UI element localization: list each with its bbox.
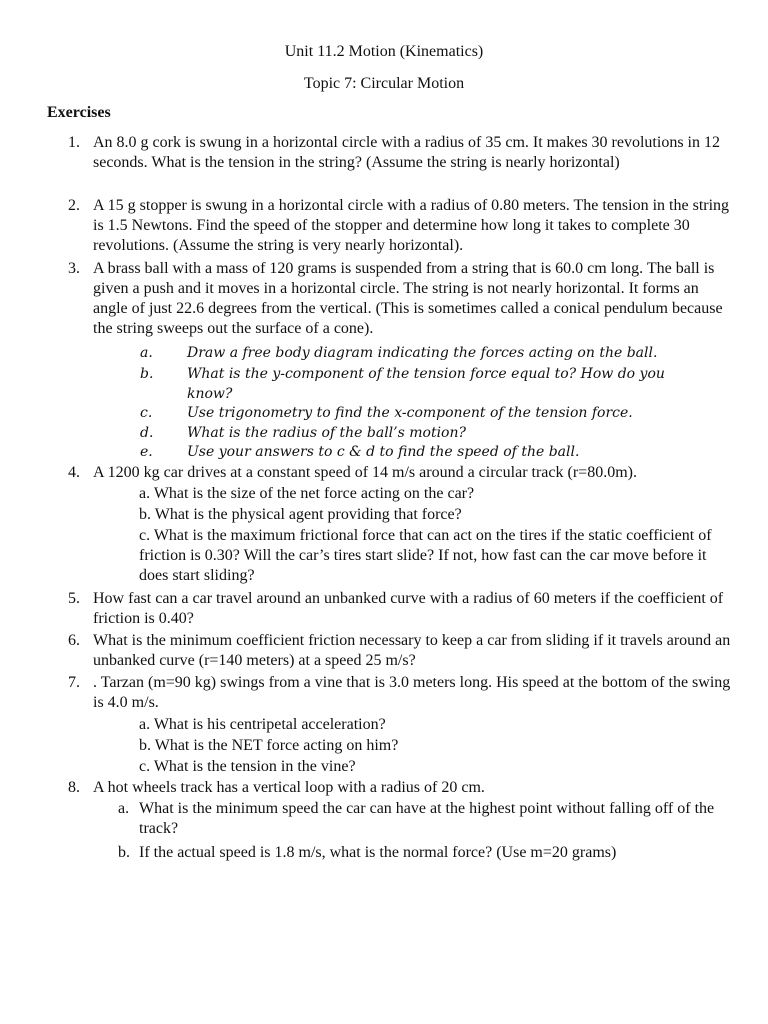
- exercise-4-part-a: a. What is the size of the net force acting on the car?: [139, 485, 475, 502]
- exercise-number: 5.: [68, 590, 80, 607]
- part-text: Use your answers to c & d to find the speed of the ball.: [187, 444, 580, 460]
- exercise-3: [68, 259, 733, 339]
- exercise-number: 7.: [68, 674, 80, 691]
- exercise-8-part-b: If the actual speed is 1.8 m/s, what is the normal force? (Use m=20 grams): [139, 844, 617, 861]
- exercise-4: [68, 463, 733, 483]
- exercise-4-part-b: b. What is the physical agent providing that force?: [139, 506, 462, 523]
- topic-title: Topic 7: Circular Motion: [303, 75, 465, 92]
- part-letter: b.: [118, 844, 130, 861]
- exercise-7: [68, 673, 733, 713]
- exercise-text: A brass ball with a mass of 120 grams is suspended from a string that is 60.0 cm long. The ball is given a push and it moves in a horizontal circle. The string is not nearly horizontal. It forms an angle of just 22.6 degrees from the vertical. (This is sometimes called a conical pendulum because the string sweeps out the surface of a cone).: [93, 260, 723, 337]
- exercise-text: An 8.0 g cork is swung in a horizontal circle with a radius of 35 cm. It makes 30 revolutions in 12 seconds. What is the tension in the string? (Assume the string is nearly horizontal): [93, 134, 720, 171]
- section-heading: Exercises: [47, 104, 111, 121]
- exercise-2: [68, 196, 733, 256]
- exercise-6: [68, 631, 733, 671]
- part-letter: a.: [140, 345, 153, 361]
- exercise-text: . Tarzan (m=90 kg) swings from a vine that is 3.0 meters long. His speed at the bottom of the swing is 4.0 m/s.: [93, 674, 731, 711]
- part-letter: b.: [140, 366, 154, 382]
- exercise-4-part-c: c. What is the maximum frictional force that can act on the tires if the static coefficient of friction is 0.30? Will the car’s tires start slide? If not, how fast can the car move before it does start sliding?: [139, 527, 712, 584]
- exercise-5: [68, 589, 733, 629]
- exercise-7-part-c: c. What is the tension in the vine?: [139, 758, 356, 775]
- part-letter: e.: [140, 444, 153, 460]
- exercise-number: 8.: [68, 779, 80, 796]
- exercise-1: [68, 133, 733, 173]
- part-text: Use trigonometry to find the x-component of the tension force.: [187, 405, 633, 421]
- part-letter: a.: [118, 800, 130, 817]
- part-letter: d.: [140, 425, 154, 441]
- part-text: Draw a free body diagram indicating the forces acting on the ball.: [187, 345, 658, 361]
- part-letter: c.: [140, 405, 153, 421]
- exercise-number: 3.: [68, 260, 80, 277]
- exercise-7-part-b: b. What is the NET force acting on him?: [139, 737, 399, 754]
- exercise-number: 2.: [68, 197, 80, 214]
- exercise-text: How fast can a car travel around an unbanked curve with a radius of 60 meters if the coefficient of friction is 0.40?: [93, 590, 724, 627]
- part-text: What is the radius of the ball’s motion?: [187, 425, 466, 441]
- exercise-7-part-a: a. What is his centripetal acceleration?: [139, 716, 386, 733]
- exercise-8: [68, 778, 733, 798]
- exercise-text: What is the minimum coefficient friction necessary to keep a car from sliding if it travels around an unbanked curve (r=140 meters) at a speed 25 m/s?: [93, 632, 731, 669]
- part-text: What is the y-component of the tension force equal to? How do you know?: [187, 366, 665, 402]
- exercise-number: 1.: [68, 134, 80, 151]
- unit-title: Unit 11.2 Motion (Kinematics): [284, 43, 484, 60]
- exercise-number: 6.: [68, 632, 80, 649]
- exercise-text: A hot wheels track has a vertical loop with a radius of 20 cm.: [93, 779, 485, 796]
- exercise-text: A 15 g stopper is swung in a horizontal circle with a radius of 0.80 meters. The tension in the string is 1.5 Newtons. Find the speed of the stopper and determine how long it takes to complete 30 revolutions. (Assume the string is very nearly horizontal).: [93, 197, 730, 254]
- exercise-8-part-a: What is the minimum speed the car can have at the highest point without falling off of the track?: [139, 800, 715, 837]
- exercise-text: A 1200 kg car drives at a constant speed of 14 m/s around a circular track (r=80.0m).: [93, 464, 637, 481]
- exercise-number: 4.: [68, 464, 80, 481]
